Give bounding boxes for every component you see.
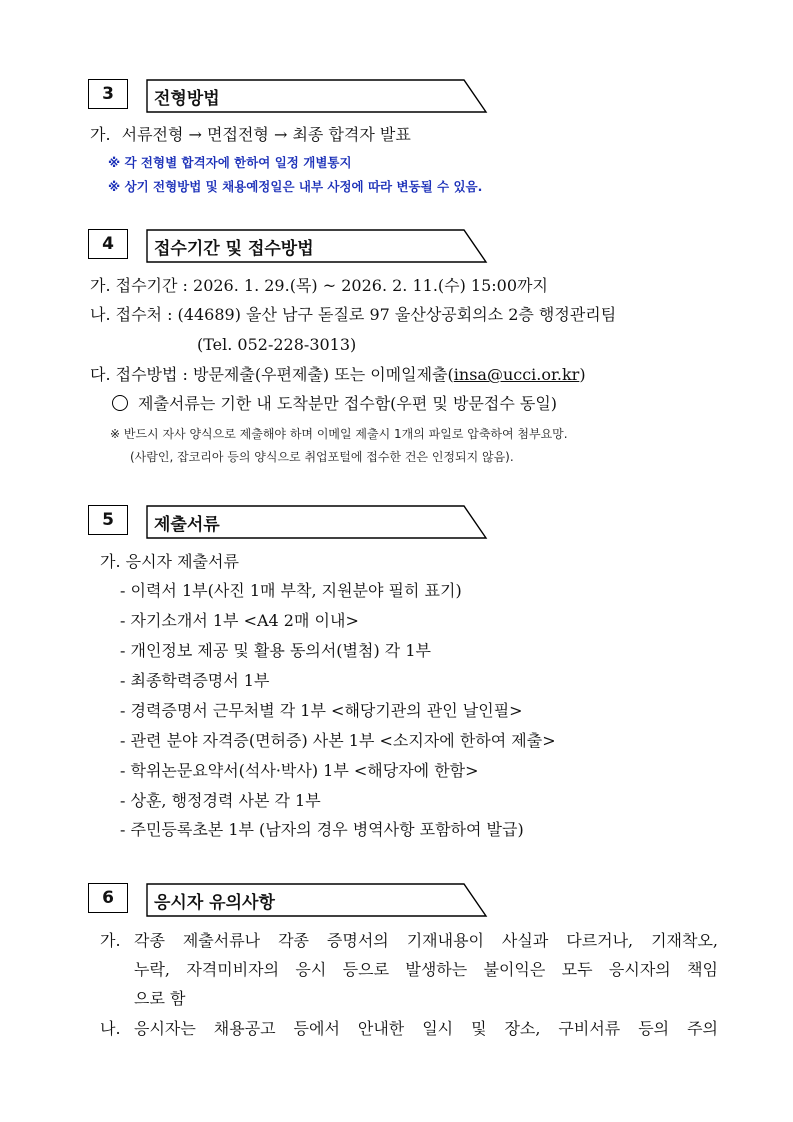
document-item: - 개인정보 제공 및 활용 동의서(별첨) 각 1부 (120, 641, 431, 660)
section-number: 3 (102, 84, 114, 104)
section-number-box (88, 505, 128, 535)
s6-ga-line3: 으로 함 (134, 989, 186, 1008)
section-title-tab (146, 883, 488, 917)
section-title: 전형방법 (154, 89, 220, 109)
s4-place: 나. 접수처 : (44689) 울산 남구 돋질로 97 울산상공회의소 2층 행정관리팀 (90, 305, 617, 324)
document-item: - 학위논문요약서(석사·박사) 1부 <해당자에 한함> (120, 761, 479, 780)
s3-line1 (90, 125, 411, 145)
document-item: - 이력서 1부(사진 1매 부착, 지원분야 필히 표기) (120, 581, 462, 600)
section-number-box (88, 229, 128, 259)
document-item: - 관련 분야 자격증(면허증) 사본 1부 <소지자에 한하여 제출> (120, 731, 556, 750)
document-item: - 주민등록초본 1부 (남자의 경우 병역사항 포함하여 발급) (120, 820, 524, 839)
s6-na-line1: 응시자는 채용공고 등에서 안내한 일시 및 장소, 구비서류 등의 주의 (134, 1019, 718, 1038)
selection-flow: 서류전형 → 면접전형 → 최종 합격자 발표 (121, 125, 411, 144)
section-number: 4 (102, 234, 114, 254)
method-close: ) (579, 365, 586, 384)
section-number-box (88, 883, 128, 913)
section-title: 접수기간 및 접수방법 (154, 239, 314, 259)
circle-bullet-icon (112, 395, 128, 411)
section-number-box (88, 79, 128, 109)
s4-tel: (Tel. 052-228-3013) (197, 335, 357, 354)
s3-note1: ※ 각 전형별 합격자에 한하여 일정 개별통지 (108, 155, 352, 170)
section-title: 응시자 유의사항 (154, 893, 275, 913)
section-title: 제출서류 (154, 515, 220, 535)
s4-circle-note (112, 394, 557, 414)
document-item: - 경력증명서 근무처별 각 1부 <해당기관의 관인 날인필> (120, 701, 523, 720)
s6-ga-line1: 각종 제출서류나 각종 증명서의 기재내용이 사실과 다르거나, 기재착오, (134, 931, 718, 950)
s6-na-prefix: 나. (100, 1019, 121, 1038)
document-item: - 최종학력증명서 1부 (120, 671, 270, 690)
method-text: 다. 접수방법 : 방문제출(우편제출) 또는 이메일제출( (90, 365, 454, 384)
s6-ga-prefix: 가. (100, 931, 121, 950)
document-item: - 자기소개서 1부 <A4 2매 이내> (120, 611, 359, 630)
circle-note-text: 제출서류는 기한 내 도착분만 접수함(우편 및 방문접수 동일) (138, 394, 558, 413)
s5-intro: 가. 응시자 제출서류 (100, 552, 239, 571)
s3-note2: ※ 상기 전형방법 및 채용예정일은 내부 사정에 따라 변동될 수 있음. (108, 179, 483, 194)
section-title-tab (146, 505, 488, 539)
section-title-tab (146, 229, 488, 263)
list-prefix: 가. (90, 125, 111, 144)
section-number: 5 (102, 510, 114, 530)
section-number: 6 (102, 888, 114, 908)
document-item: - 상훈, 행정경력 사본 각 1부 (120, 791, 321, 810)
section-title-tab (146, 79, 488, 113)
s4-small-note2: (사람인, 잡코리아 등의 양식으로 취업포털에 접수한 건은 인정되지 않음). (130, 450, 514, 464)
s4-period: 가. 접수기간 : 2026. 1. 29.(목) ~ 2026. 2. 11.(수) 15:00까지 (90, 276, 548, 295)
s6-ga-line2: 누락, 자격미비자의 응시 등으로 발생하는 불이익은 모두 응시자의 책임 (134, 960, 718, 979)
s4-method (90, 365, 586, 385)
email-link[interactable]: insa@ucci.or.kr (453, 365, 580, 384)
s4-small-note1: ※ 반드시 자사 양식으로 제출해야 하며 이메일 제출시 1개의 파일로 압축하여 첨부요망. (110, 427, 568, 441)
